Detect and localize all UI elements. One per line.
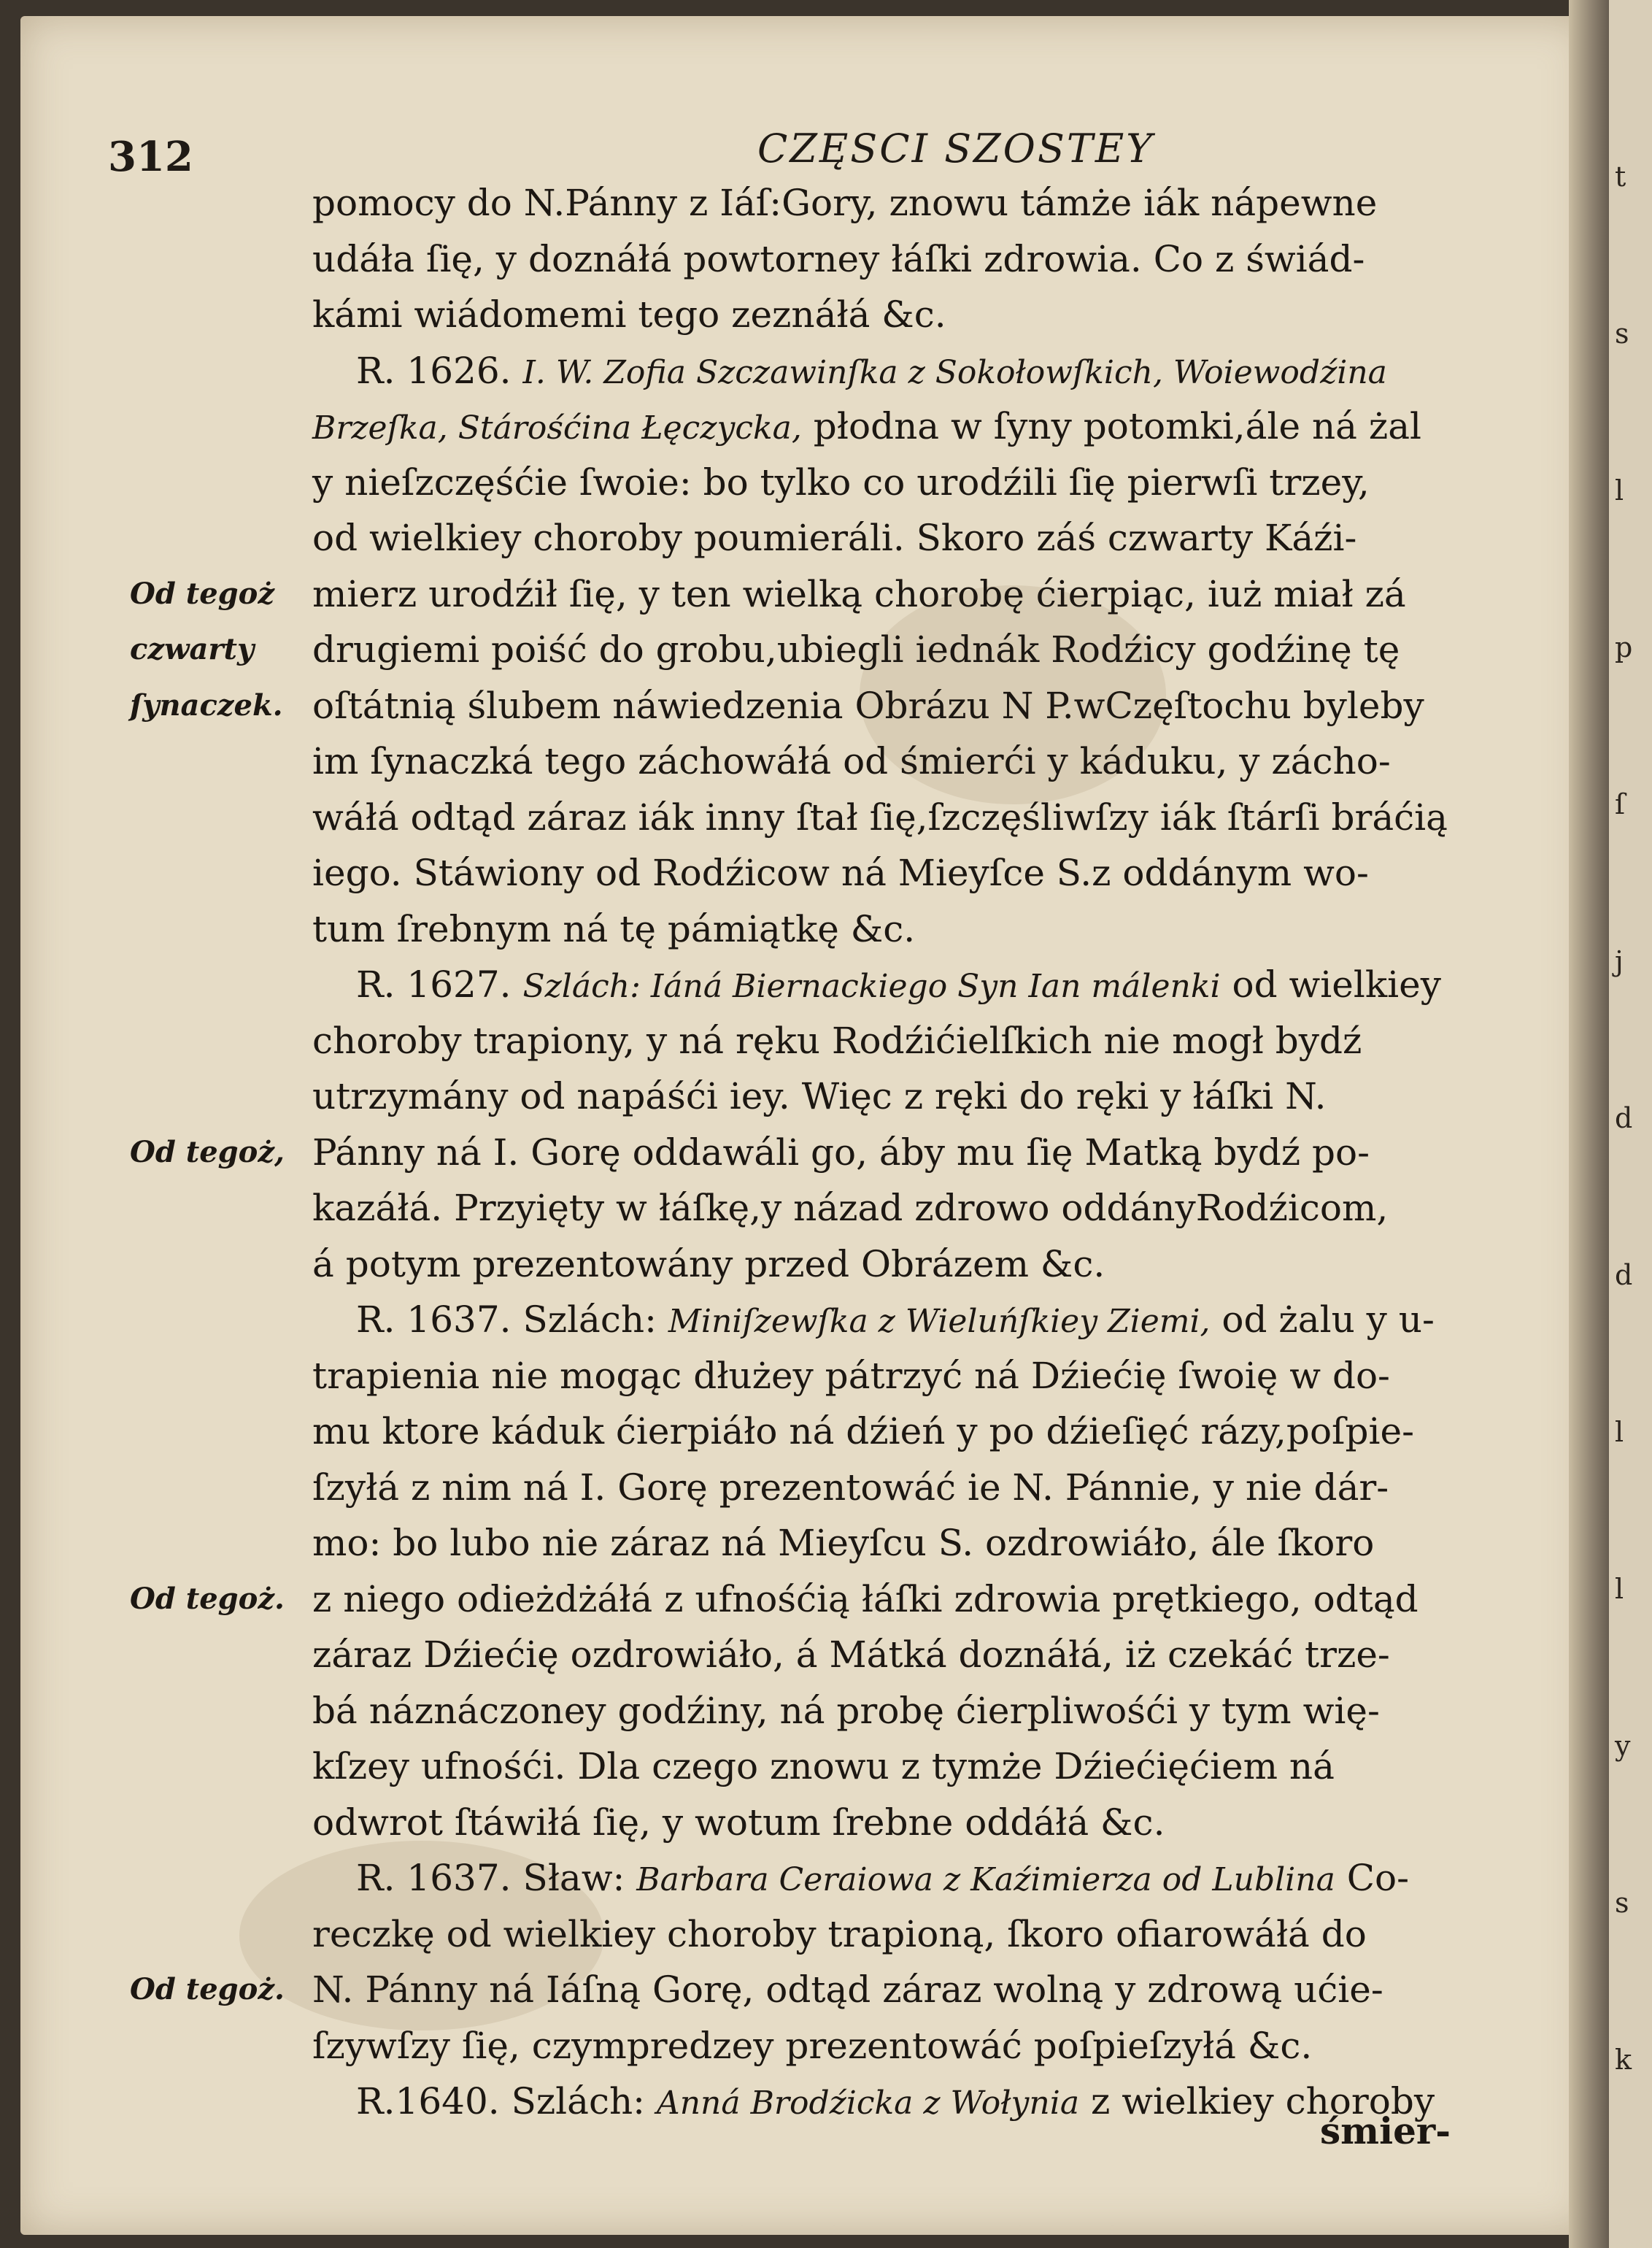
text-line [312, 1627, 1567, 1683]
text-span: od wielkiey [1220, 963, 1441, 1006]
text-line [312, 399, 1567, 455]
italic-text-span: Miniſzewſka z Wieluńſkiey Ziemi, [668, 1303, 1211, 1340]
text-line [312, 566, 1567, 623]
text-span: tum ſrebnym ná tę pámiątkę &c. [312, 907, 916, 950]
text-line [312, 1069, 1567, 1125]
text-line [312, 455, 1567, 511]
text-line [312, 175, 1567, 231]
text-line [312, 1236, 1567, 1293]
italic-text-span: I. W. Zofia Szczawinſka z Sokołowſkich, Woiewodźina [522, 353, 1387, 391]
text-span: N. Pánny ná Iáſną Gorę, odtąd záraz wolną y zdrową ućie- [312, 1968, 1383, 2011]
text-line [312, 1739, 1567, 1795]
next-page-glyph: k [1615, 2044, 1632, 2076]
text-span: reczkę od wielkiey choroby trapioną, ſkoro ofiarowáłá do [312, 1912, 1367, 1955]
italic-text-span: Brzeſka, Stárośćina Łęczycka, [312, 409, 802, 447]
text-line [312, 734, 1567, 790]
text-span: ſzywſzy ſię, czympredzey prezentowáć poſpieſzyłá &c. [312, 2024, 1313, 2067]
text-span: z niego odieżdżáłá z ufnośćią łáſki zdrowia prętkiego, odtąd [312, 1577, 1419, 1620]
text-line [312, 1404, 1567, 1460]
text-span: R. 1626. [356, 349, 523, 392]
text-span: choroby trapiony, y ná ręku Rodźićielſkich nie mogł bydź [312, 1019, 1362, 1062]
text-span: Co- [1335, 1857, 1409, 1899]
margin-note: Od tegoż. [130, 1972, 285, 2006]
text-span: utrzymány od napáśći iey. Więc z ręki do ręki y łáſki N. [312, 1075, 1327, 1117]
next-page-glyph: y [1615, 1730, 1631, 1762]
text-span: udáła ſię, y doznáłá powtorney łáſki zdrowia. Co z świád- [312, 237, 1365, 280]
text-line [312, 1515, 1567, 1571]
text-line [312, 1013, 1567, 1069]
text-span: mu ktore káduk ćierpiáło ná dźień y po dźieſięć rázy,poſpie- [312, 1410, 1415, 1452]
text-span: á potym prezentowány przed Obrázem &c. [312, 1242, 1105, 1285]
next-page-glyph: t [1615, 161, 1626, 193]
text-span: kámi wiádomemi tego zeznáłá &c. [312, 293, 946, 336]
text-span: mierz urodźił ſię, y ten wielką chorobę ćierpiąc, iuż miał zá [312, 572, 1406, 615]
text-span: trapienia nie mogąc dłużey pátrzyć ná Dźiećię ſwoię w do- [312, 1354, 1390, 1397]
text-span: R. 1627. [356, 963, 523, 1006]
text-line [312, 678, 1567, 734]
margin-note: Od tegoż. [130, 1581, 285, 1616]
text-line [312, 957, 1567, 1013]
italic-text-span: Barbara Ceraiowa z Kaźimierza od Lublina [636, 1861, 1335, 1898]
text-span: kſzey ufnośći. Dla czego znowu z tymże Dźiećięćiem ná [312, 1745, 1335, 1787]
next-page-glyph: p [1615, 631, 1633, 663]
text-span: im ſynaczká tego záchowáłá od śmierći y káduku, y zácho- [312, 740, 1391, 782]
book-page [20, 16, 1589, 2235]
next-page-glyph: d [1615, 1102, 1633, 1134]
text-span: R.1640. Szlách: [356, 2080, 657, 2122]
text-span: mo: bo lubo nie záraz ná Mieyſcu S. ozdrowiáło, ále ſkoro [312, 1522, 1375, 1564]
next-page-glyph: s [1615, 1887, 1629, 1919]
margin-note: Od tegoż, [130, 1134, 285, 1169]
text-line [312, 1795, 1567, 1851]
text-span: od żalu y u- [1210, 1298, 1435, 1341]
running-head: CZĘSCI SZOSTEY [757, 126, 1154, 172]
text-span: od wielkiey choroby poumieráli. Skoro záś czwarty Káźi- [312, 517, 1357, 559]
text-line [312, 845, 1567, 901]
text-line [312, 1571, 1567, 1628]
text-line [312, 1683, 1567, 1739]
text-line [312, 510, 1567, 566]
text-span: odwrot ſtáwiłá ſię, y wotum ſrebne oddáłá &c. [312, 1801, 1165, 1844]
text-line [312, 343, 1567, 399]
text-span: pomocy do N.Pánny z Iáſ:Gory, znowu támże iák nápewne [312, 182, 1378, 224]
italic-text-span: Anná Brodźicka z Wołynia [656, 2085, 1080, 2122]
next-page-glyph: ſ [1615, 788, 1626, 820]
text-line [312, 287, 1567, 343]
italic-text-span: Szlách: Iáná Biernackiego Syn Ian málenki [522, 968, 1221, 1005]
page-number: 312 [108, 133, 193, 181]
catchword: śmier- [1320, 2109, 1451, 2152]
text-span: R. 1637. Sław: [356, 1857, 637, 1899]
text-span: bá náznáczoney godźiny, ná probę ćierpliwośći y tym wię- [312, 1689, 1380, 1732]
margin-note: czwarty [130, 632, 255, 666]
text-line [312, 1850, 1567, 1906]
next-page-glyph: l [1615, 1416, 1624, 1448]
text-line [312, 622, 1567, 678]
text-span: z wielkiey choroby [1079, 2080, 1435, 2122]
text-span: R. 1637. Szlách: [356, 1298, 668, 1341]
next-page-glyph: s [1615, 317, 1629, 350]
text-span: ſzyłá z nim ná I. Gorę prezentowáć ie N. Pánnie, y nie dár- [312, 1466, 1389, 1509]
text-span: záraz Dźiećię ozdrowiáło, á Mátká doznáłá, iż czekáć trze- [312, 1633, 1390, 1676]
main-text [312, 175, 1567, 2130]
text-line [312, 1348, 1567, 1404]
text-span: iego. Stáwiony od Rodźicow ná Mieyſce S.z oddánym wo- [312, 852, 1369, 894]
margin-note: Od tegoż [130, 576, 275, 611]
next-page-glyph: l [1615, 474, 1624, 507]
text-line [312, 1460, 1567, 1516]
next-page-edge [1609, 0, 1652, 2248]
text-line [312, 1180, 1567, 1236]
text-span: kazáłá. Przyięty w łáſkę,y názad zdrowo oddányRodźicom, [312, 1187, 1389, 1229]
text-line [312, 231, 1567, 288]
text-span: y nieſzczęśćie ſwoie: bo tylko co urodźili ſię pierwſi trzey, [312, 461, 1370, 504]
margin-note: ſynaczek. [130, 688, 283, 723]
text-span: płodna w ſyny potomki,ále ná żal [801, 405, 1422, 447]
text-line [312, 901, 1567, 958]
text-line [312, 1292, 1567, 1348]
text-span: drugiemi poiść do grobu,ubiegli iednák Rodźicy godźinę tę [312, 628, 1400, 671]
text-span: Pánny ná I. Gorę oddawáli go, áby mu ſię Matką bydź po- [312, 1131, 1370, 1174]
text-line [312, 1962, 1567, 2018]
text-line [312, 2018, 1567, 2074]
text-line [312, 1125, 1567, 1181]
next-page-glyph: l [1615, 1573, 1624, 1605]
text-line [312, 1906, 1567, 1963]
text-line [312, 790, 1567, 846]
next-page-glyph: j [1615, 945, 1624, 977]
text-span: wáłá odtąd záraz iák inny ſtał ſię,ſzczęśliwſzy iák ſtárſi bráćią [312, 796, 1448, 839]
text-span: oſtátnią ślubem náwiedzenia Obrázu N P.wCzęſtochu byleby [312, 684, 1424, 727]
next-page-glyph: d [1615, 1259, 1633, 1291]
